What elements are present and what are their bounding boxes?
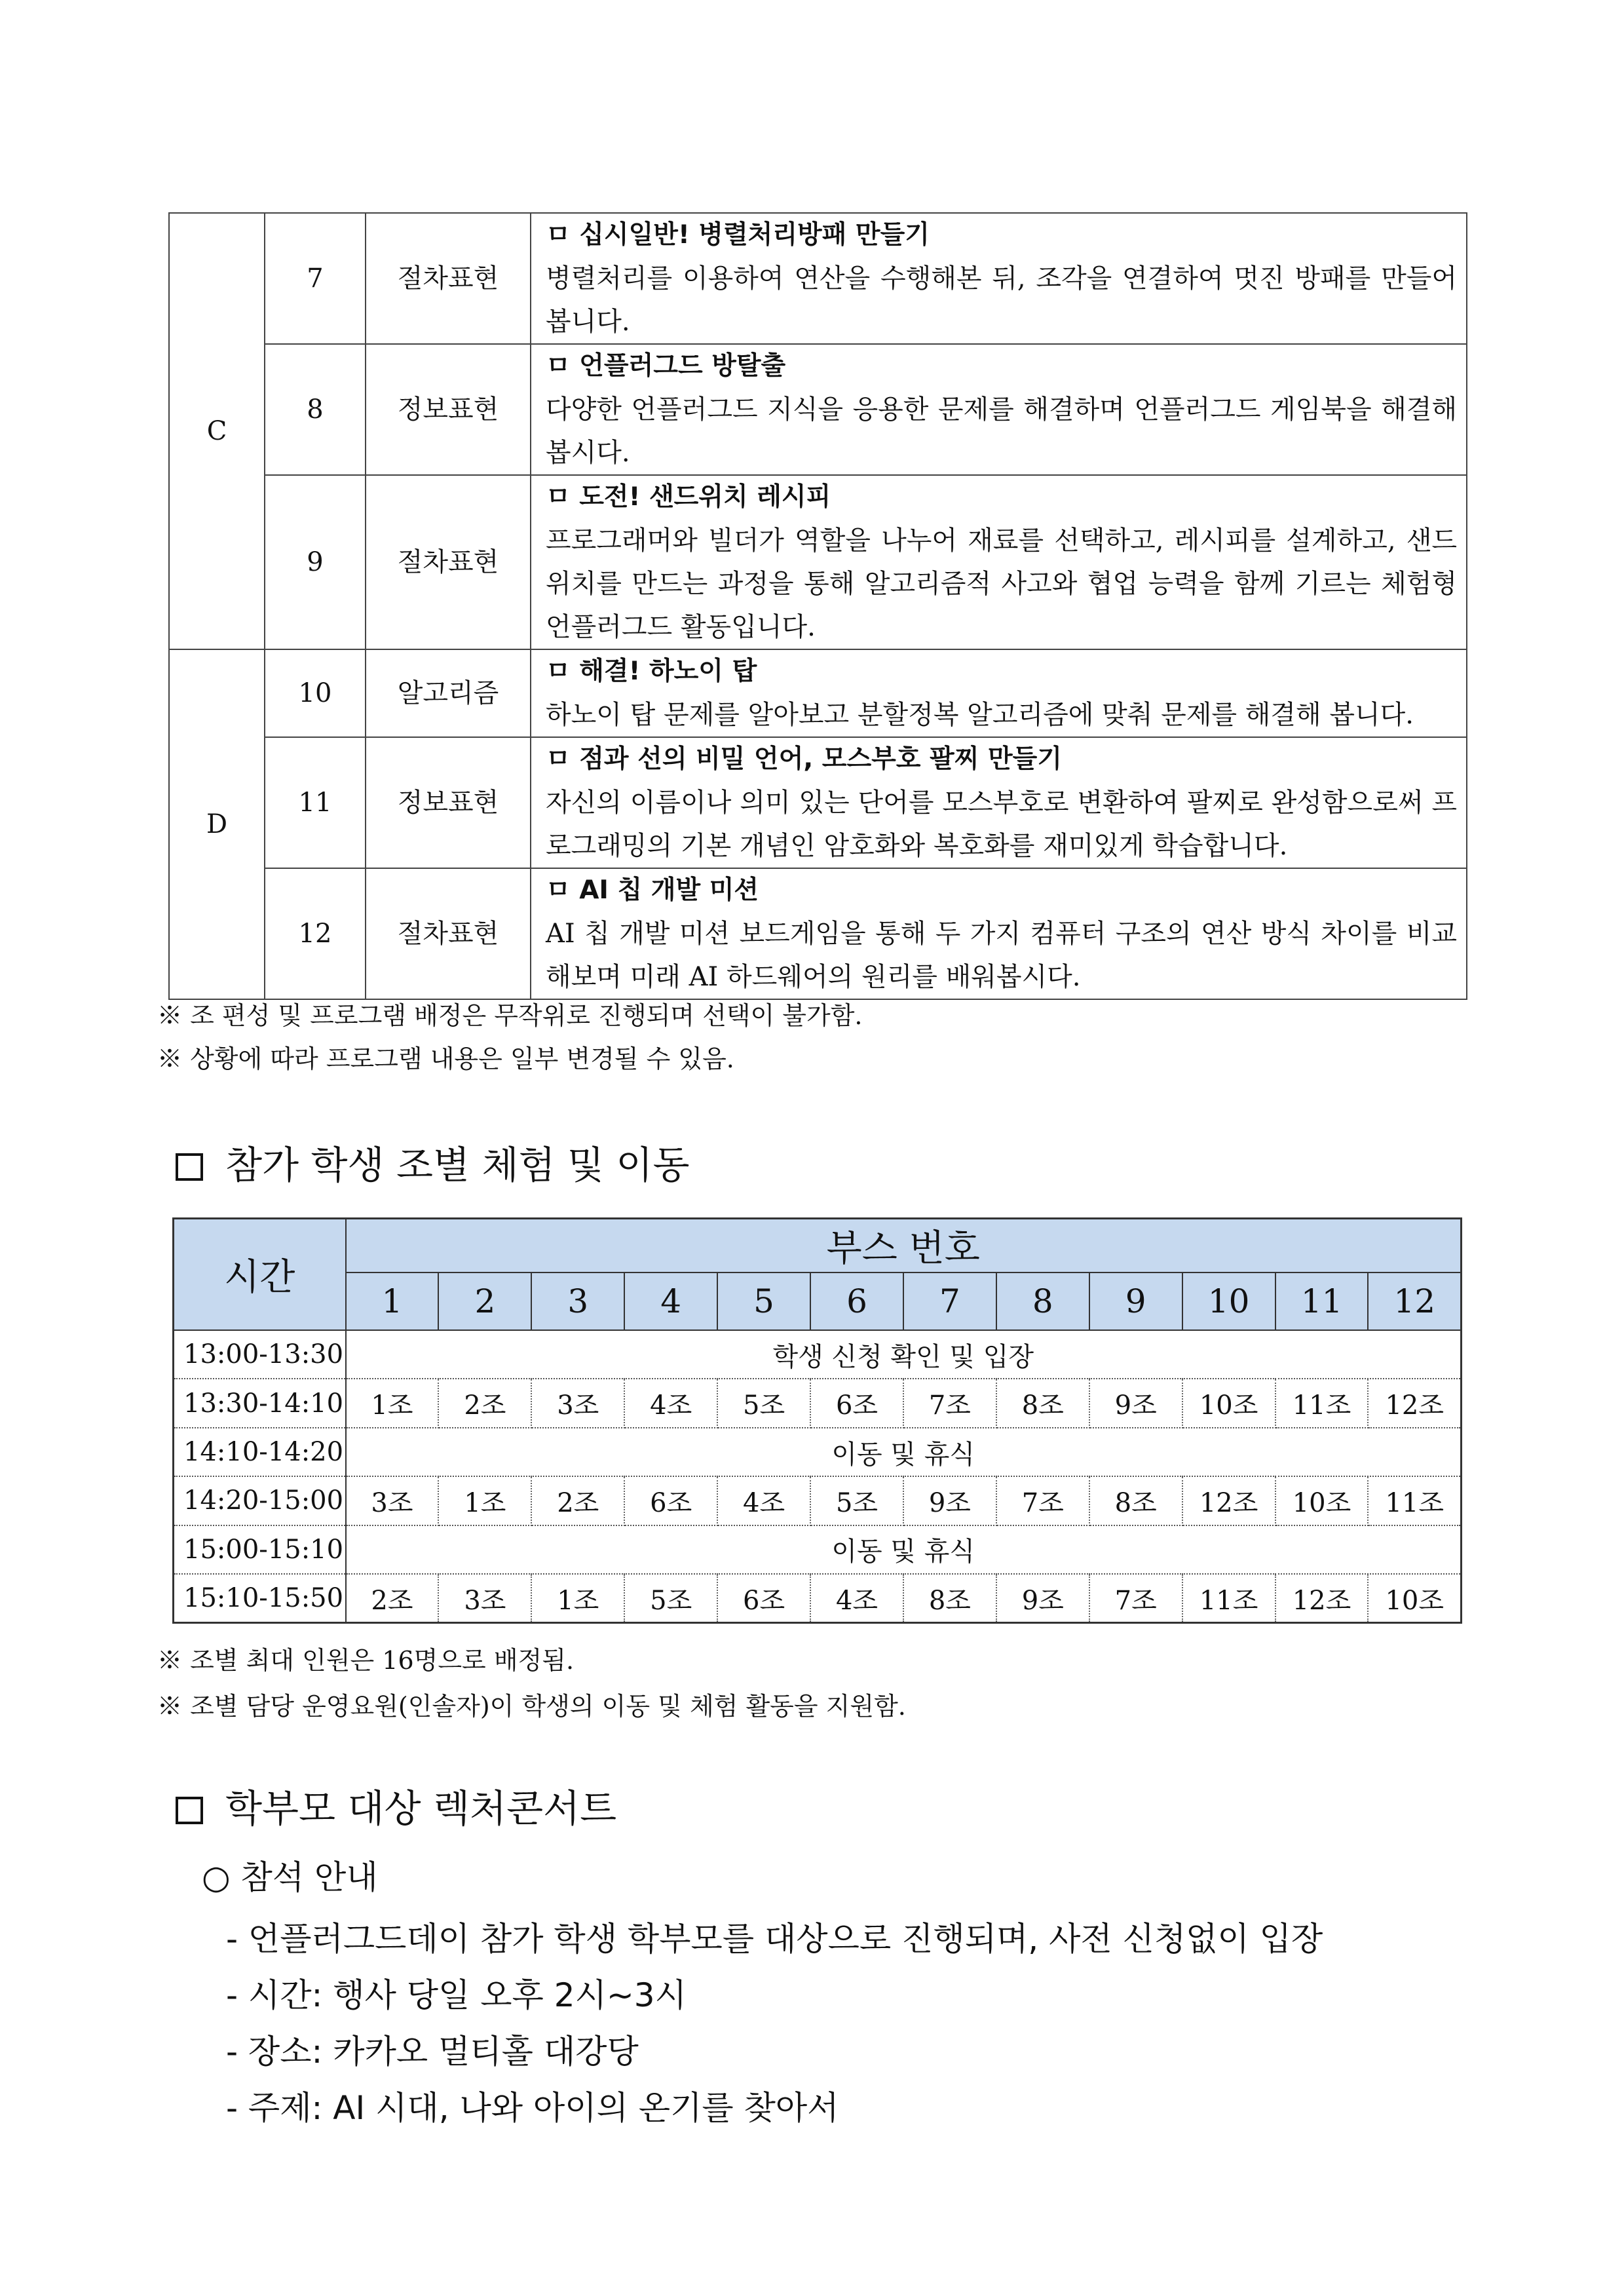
program-body: 자신의 이름이나 의미 있는 단어를 모스부호로 변환하여 팔찌로 완성함으로써 프로그래밍의 기본 개념인 암호화와 복호화를 재미있게 학습합니다.: [546, 788, 1457, 861]
group-cell: 1조: [346, 1379, 439, 1427]
note: ※ 조 편성 및 프로그램 배정은 무작위로 진행되며 선택이 불가함.: [157, 1001, 863, 1030]
booth-number: 1: [346, 1272, 439, 1330]
group-cell: 3조: [346, 1476, 439, 1525]
program-description: [531, 737, 1467, 868]
seating-item: - 시간: 행사 당일 오후 2시~3시: [226, 1976, 687, 2014]
time-slot: 14:10-14:20: [174, 1428, 346, 1476]
schedule-span-cell: 이동 및 휴식: [346, 1428, 1462, 1476]
group-cell: 12조: [1368, 1379, 1461, 1427]
time-slot: 15:10-15:50: [174, 1574, 346, 1622]
seating-heading: ○ 참석 안내: [202, 1858, 378, 1896]
booth-number: 10: [1182, 1272, 1275, 1330]
program-description: [531, 868, 1467, 999]
program-description: [531, 475, 1467, 649]
group-cell: 11조: [1368, 1476, 1461, 1525]
group-cell: 5조: [624, 1574, 717, 1622]
group-cell: 7조: [903, 1379, 996, 1427]
group-cell: 1조: [438, 1476, 531, 1525]
group-cell: 7조: [996, 1476, 1089, 1525]
time-slot: 14:20-15:00: [174, 1476, 346, 1525]
checkbox-square-icon: [176, 1797, 203, 1824]
program-category: 정보표현: [366, 344, 531, 475]
group-cell: 10조: [1275, 1476, 1369, 1525]
booth-number-row: [174, 1272, 1462, 1330]
program-title: ㅁ 도전! 샌드위치 레시피: [546, 482, 831, 512]
program-row: [169, 475, 1467, 649]
booth-number: 8: [996, 1272, 1089, 1330]
group-cell: 5조: [717, 1379, 810, 1427]
program-title: ㅁ 십시일반! 병렬처리방패 만들기: [546, 220, 930, 250]
booth-number: 9: [1089, 1272, 1182, 1330]
schedule-row: [174, 1379, 1462, 1427]
group-cell: 9조: [903, 1476, 996, 1525]
program-row: [169, 344, 1467, 475]
program-title: ㅁ 해결! 하노이 탑: [546, 657, 757, 686]
booth-number: 7: [903, 1272, 996, 1330]
group-label: C: [169, 213, 265, 649]
group-cell: 6조: [810, 1379, 903, 1427]
section-title: [176, 1139, 690, 1191]
group-cell: 2조: [531, 1476, 624, 1525]
program-table: [168, 212, 1467, 1000]
booth-number: 3: [531, 1272, 624, 1330]
program-category: 절차표현: [366, 868, 531, 999]
group-cell: 9조: [1089, 1379, 1182, 1427]
seating-item: - 주제: AI 시대, 나와 아이의 온기를 찾아서: [226, 2089, 839, 2127]
group-cell: 8조: [996, 1379, 1089, 1427]
booth-number: 4: [624, 1272, 717, 1330]
group-label: D: [169, 649, 265, 999]
time-slot: 13:30-14:10: [174, 1379, 346, 1427]
program-body: AI 칩 개발 미션 보드게임을 통해 두 가지 컴퓨터 구조의 연산 방식 차이를 비교해보며 미래 AI 하드웨어의 원리를 배워봅시다.: [546, 919, 1457, 992]
note: ※ 조별 담당 운영요원(인솔자)이 학생의 이동 및 체험 활동을 지원함.: [157, 1692, 906, 1721]
group-cell: 2조: [438, 1379, 531, 1427]
section-title: [176, 1782, 616, 1835]
booth-number: 6: [810, 1272, 903, 1330]
program-number: 12: [265, 868, 366, 999]
schedule-row: [174, 1525, 1462, 1574]
booth-number: 5: [717, 1272, 810, 1330]
schedule-row: [174, 1574, 1462, 1622]
program-title: ㅁ AI 칩 개발 미션: [546, 875, 759, 905]
time-slot: 15:00-15:10: [174, 1525, 346, 1574]
checkbox-square-icon: [176, 1153, 203, 1181]
seating-item: - 장소: 카카오 멀티홀 대강당: [226, 2033, 639, 2071]
section-title-text: 참가 학생 조별 체험 및 이동: [225, 1143, 690, 1187]
group-cell: 3조: [438, 1574, 531, 1622]
schedule-span-cell: 이동 및 휴식: [346, 1525, 1462, 1574]
group-cell: 6조: [624, 1476, 717, 1525]
booth-number: 11: [1275, 1272, 1369, 1330]
time-slot: 13:00-13:30: [174, 1330, 346, 1379]
booth-number: 12: [1368, 1272, 1461, 1330]
group-cell: 12조: [1275, 1574, 1369, 1622]
program-number: 11: [265, 737, 366, 868]
group-cell: 11조: [1275, 1379, 1369, 1427]
group-cell: 10조: [1182, 1379, 1275, 1427]
group-cell: 4조: [624, 1379, 717, 1427]
program-row: [169, 213, 1467, 344]
program-number: 9: [265, 475, 366, 649]
group-cell: 3조: [531, 1379, 624, 1427]
group-cell: 1조: [531, 1574, 624, 1622]
group-cell: 4조: [810, 1574, 903, 1622]
schedule-row: [174, 1476, 1462, 1525]
program-body: 병렬처리를 이용하여 연산을 수행해본 뒤, 조각을 연결하여 멋진 방패를 만들어 봅니다.: [546, 263, 1457, 337]
booth-header: 부스 번호: [346, 1219, 1462, 1273]
group-cell: 8조: [903, 1574, 996, 1622]
time-header: 시간: [174, 1219, 346, 1331]
program-category: 절차표현: [366, 475, 531, 649]
schedule-span-cell: 학생 신청 확인 및 입장: [346, 1330, 1462, 1379]
program-body: 하노이 탑 문제를 알아보고 분할정복 알고리즘에 맞춰 문제를 해결해 봅니다.: [546, 700, 1414, 730]
program-category: 정보표현: [366, 737, 531, 868]
program-category: 알고리즘: [366, 649, 531, 737]
group-cell: 10조: [1368, 1574, 1461, 1622]
note: ※ 상황에 따라 프로그램 내용은 일부 변경될 수 있음.: [157, 1044, 734, 1073]
program-category: 절차표현: [366, 213, 531, 344]
program-number: 7: [265, 213, 366, 344]
program-description: [531, 344, 1467, 475]
program-description: [531, 213, 1467, 344]
group-cell: 7조: [1089, 1574, 1182, 1622]
group-cell: 6조: [717, 1574, 810, 1622]
group-cell: 4조: [717, 1476, 810, 1525]
program-title: ㅁ 점과 선의 비밀 언어, 모스부호 팔찌 만들기: [546, 744, 1062, 774]
section-title-text: 학부모 대상 렉처콘서트: [225, 1786, 617, 1831]
program-row: [169, 737, 1467, 868]
group-cell: 11조: [1182, 1574, 1275, 1622]
group-cell: 2조: [346, 1574, 439, 1622]
schedule-row: [174, 1330, 1462, 1379]
group-cell: 12조: [1182, 1476, 1275, 1525]
note: ※ 조별 최대 인원은 16명으로 배정됨.: [157, 1646, 575, 1675]
program-body: 다양한 언플러그드 지식을 응용한 문제를 해결하며 언플러그드 게임북을 해결해 봅시다.: [546, 394, 1457, 468]
program-number: 10: [265, 649, 366, 737]
program-row: [169, 868, 1467, 999]
group-cell: 5조: [810, 1476, 903, 1525]
schedule-row: [174, 1428, 1462, 1476]
program-row: [169, 649, 1467, 737]
program-title: ㅁ 언플러그드 방탈출: [546, 351, 786, 381]
group-cell: 9조: [996, 1574, 1089, 1622]
seating-item: - 언플러그드데이 참가 학생 학부모를 대상으로 진행되며, 사전 신청없이 입장: [226, 1920, 1323, 1958]
program-description: [531, 649, 1467, 737]
group-cell: 8조: [1089, 1476, 1182, 1525]
program-number: 8: [265, 344, 366, 475]
booth-number: 2: [438, 1272, 531, 1330]
program-body: 프로그래머와 빌더가 역할을 나누어 재료를 선택하고, 레시피를 설계하고, 샌드위치를 만드는 과정을 통해 알고리즘적 사고와 협업 능력을 함께 기르는 체험형 언플러그드 활동입니다.: [546, 526, 1457, 642]
schedule-table: [172, 1217, 1462, 1624]
schedule-header-row: [174, 1219, 1462, 1273]
